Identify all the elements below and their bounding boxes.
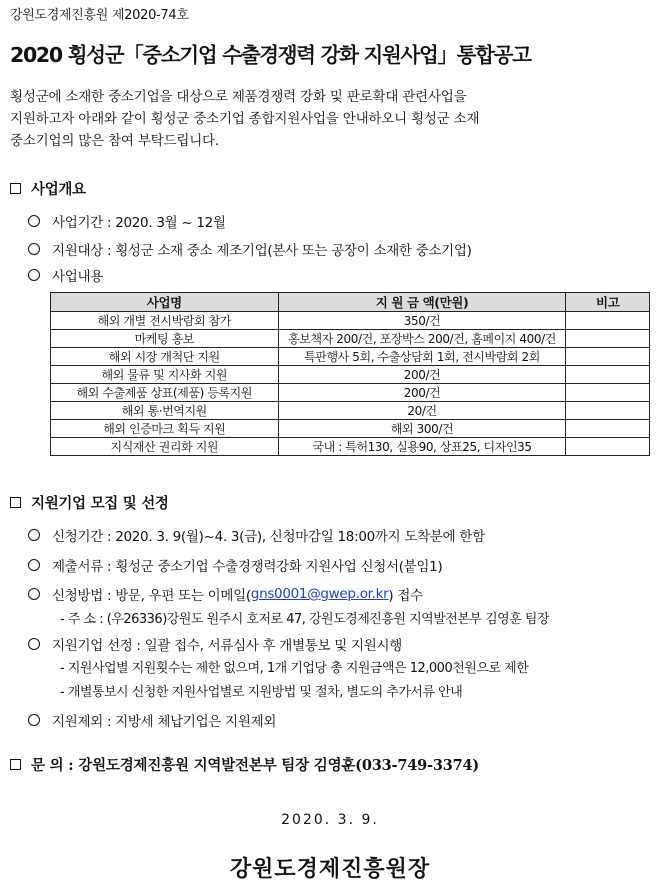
- section-recruit-heading: [10, 492, 169, 513]
- square-bullet-icon: [10, 497, 21, 508]
- program-note: [566, 366, 650, 384]
- apply-period: [28, 525, 485, 545]
- circle-bullet-icon: [28, 215, 40, 227]
- circle-bullet-icon: [28, 714, 40, 726]
- item-text: ) 접수: [388, 588, 423, 604]
- circle-bullet-icon: [28, 588, 40, 600]
- circle-bullet-icon: [28, 529, 40, 541]
- program-amount: 해외 300/건: [278, 420, 566, 438]
- circle-bullet-icon: [28, 638, 40, 650]
- program-note: [566, 438, 650, 456]
- circle-bullet-icon: [28, 559, 40, 571]
- column-header-amount: 지 원 금 액(만원): [278, 293, 566, 312]
- program-amount: 홍보책자 200/건, 포장박스 200/건, 홈페이지 400/건: [278, 330, 566, 348]
- item-text: 신청기간 : 2020. 3. 9(월)~4. 3(금), 신청마감일 18:00까지 도착분에 한함: [52, 529, 485, 545]
- program-note: [566, 420, 650, 438]
- program-note: [566, 348, 650, 366]
- item-text: 지원기업 선정 : 일괄 접수, 서류심사 후 개별통보 및 지원시행: [52, 638, 402, 654]
- column-header-program: 사업명: [51, 293, 279, 312]
- item-text: 사업기간 : 2020. 3월 ~ 12월: [52, 215, 226, 231]
- program-name: 해외 통·번역지원: [51, 402, 279, 420]
- selection-note: - 지원사업별 지원횟수는 제한 없으며, 1개 기업당 총 지원금액은 12,000천원으로 제한: [60, 661, 529, 676]
- email-link[interactable]: gns0001@gwep.or.kr: [250, 586, 389, 602]
- program-amount: 특판행사 5회, 수출상담회 1회, 전시박람회 2회: [278, 348, 566, 366]
- signer-name: 강원도경제진흥원장: [229, 856, 431, 882]
- item-text: 사업내용: [52, 269, 103, 285]
- intro-paragraph: [10, 86, 655, 152]
- apply-documents: [28, 555, 442, 575]
- overview-target: [28, 239, 472, 259]
- program-table: [50, 292, 650, 456]
- intro-line: 중소기업의 많은 참여 부탁드립니다.: [10, 133, 219, 149]
- program-amount: 350/건: [278, 312, 566, 330]
- section-title: 사업개요: [31, 182, 86, 198]
- program-amount: 20/건: [278, 402, 566, 420]
- table-row: [51, 348, 650, 366]
- section-overview-heading: [10, 178, 86, 199]
- table-row: [51, 366, 650, 384]
- program-amount: 200/건: [278, 366, 566, 384]
- table-row: [51, 312, 650, 330]
- overview-content: [28, 265, 103, 285]
- circle-bullet-icon: [28, 243, 40, 255]
- document-number: 강원도경제진흥원 제2020-74호: [10, 8, 189, 23]
- contact-info: [10, 754, 479, 775]
- circle-bullet-icon: [28, 269, 40, 281]
- apply-method: [28, 584, 423, 604]
- program-name: 해외 시장 개척단 지원: [51, 348, 279, 366]
- table-row: [51, 438, 650, 456]
- square-bullet-icon: [10, 183, 21, 194]
- exclusion: [28, 710, 276, 730]
- column-header-note: 비고: [566, 293, 650, 312]
- intro-line: 지원하고자 아래와 같이 횡성군 중소기업 종합지원사업을 안내하오니 횡성군 소재: [10, 111, 480, 127]
- table-row: [51, 420, 650, 438]
- program-amount: 국내 : 특허130, 실용90, 상표25, 디자인35: [278, 438, 566, 456]
- program-note: [566, 402, 650, 420]
- program-note: [566, 384, 650, 402]
- table-row: [51, 330, 650, 348]
- table-row: [51, 402, 650, 420]
- program-name: 해외 수출제품 상표(제품) 등록지원: [51, 384, 279, 402]
- item-text: 지원대상 : 횡성군 소재 중소 제조기업(본사 또는 공장이 소재한 중소기업): [52, 243, 472, 259]
- program-name: 지식재산 권리화 지원: [51, 438, 279, 456]
- selection: [28, 634, 402, 654]
- intro-line: 횡성군에 소재한 중소기업을 대상으로 제품경쟁력 강화 및 판로확대 관련사업을: [10, 89, 467, 105]
- selection-note: - 개별통보시 신청한 지원사업별로 지원방법 및 절차, 별도의 추가서류 안내: [60, 685, 463, 700]
- program-name: 해외 인증마크 획득 지원: [51, 420, 279, 438]
- square-bullet-icon: [10, 759, 21, 770]
- program-note: [566, 330, 650, 348]
- item-text: 지원제외 : 지방세 체납기업은 지원제외: [52, 714, 277, 730]
- item-text: 신청방법 : 방문, 우편 또는 이메일(: [52, 588, 251, 604]
- program-name: 해외 물류 및 지사화 지원: [51, 366, 279, 384]
- program-name: 해외 개별 전시박람회 참가: [51, 312, 279, 330]
- program-note: [566, 312, 650, 330]
- overview-period: [28, 211, 226, 231]
- program-amount: 200/건: [278, 384, 566, 402]
- program-name: 마케팅 홍보: [51, 330, 279, 348]
- contact-text: 문 의 : 강원도경제진흥원 지역발전본부 팀장 김영훈(033-749-3374): [31, 757, 480, 774]
- item-text: 제출서류 : 횡성군 중소기업 수출경쟁력강화 지원사업 신청서(붙임1): [52, 559, 443, 575]
- section-title: 지원기업 모집 및 선정: [31, 496, 169, 512]
- page-title: 2020 횡성군「중소기업 수출경쟁력 강화 지원사업」통합공고: [10, 43, 531, 67]
- table-header-row: [51, 293, 650, 312]
- table-row: [51, 384, 650, 402]
- notice-date: 2020. 3. 9.: [281, 812, 379, 828]
- address-note: - 주 소 : (우26336)강원도 원주시 호저로 47, 강원도경제진흥원 지역발전본부 김영훈 팀장: [60, 612, 549, 627]
